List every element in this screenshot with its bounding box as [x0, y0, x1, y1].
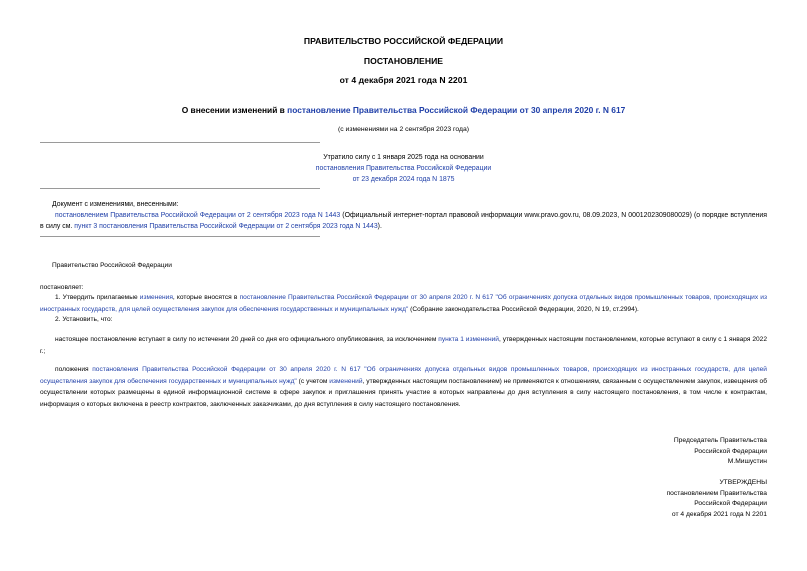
approved-date: от 4 декабря 2021 года N 2201: [671, 510, 767, 518]
p1-text-b: , которые вносятся в: [172, 294, 240, 301]
expired-notice-link-line1[interactable]: постановления Правительства Российской Федерации: [315, 165, 492, 173]
p1-link-decree-617[interactable]: постановление Правительства Российской Федерации от 30 апреля 2020 г. N 617 "Об ограничениях допуска отдельных видов промышленных товаров, происходящих из иностранных государств, для целей осуществления закупок для обеспечения государственных и муниципальных нужд": [40, 294, 767, 313]
divider-middle: [40, 188, 320, 189]
paragraph-2: 2. Установить, что:: [55, 316, 113, 323]
date-number-heading: от 4 декабря 2021 года N 2201: [339, 75, 468, 85]
amendment-source: (Официальный интернет-портал правовой информации www.pravo.gov.ru, 08.09.2023, N 0001202309080029) (о порядке вступления в силу см.: [40, 212, 767, 231]
p3-text-a: настоящее постановление вступает в силу по истечении 20 дней со дня его официального опубликования, за исключением: [55, 336, 439, 343]
p3-link-point1[interactable]: пункта 1 изменений: [438, 336, 499, 343]
approved-label: УТВЕРЖДЕНЫ: [719, 479, 767, 486]
p1-text-a: 1. Утвердить прилагаемые: [55, 294, 140, 301]
approved-by: постановлением Правительства: [666, 489, 767, 497]
paragraph-1: [40, 292, 767, 315]
p4-text-b: (с учетом: [296, 377, 330, 385]
p4-link-decree-617[interactable]: постановления Правительства Российской Федерации от 30 апреля 2020 г. N 617 "Об ограничениях допуска отдельных видов промышленных товаров, происходящих из иностранных государств, для целей осуществления закупок для обеспечения государственных и муниципальных нужд": [40, 366, 767, 385]
divider-bottom: [40, 236, 320, 237]
title-link[interactable]: постановление Правительства Российской Федерации от 30 апреля 2020 г. N 617: [287, 105, 626, 115]
signature-title: Председатель Правительства: [673, 437, 767, 444]
signature-org: Российской Федерации: [694, 447, 767, 455]
amendment-end: ).: [377, 223, 382, 231]
paragraph-3: [40, 334, 767, 357]
title-prefix: О внесении изменений в: [181, 105, 288, 115]
document-title: [0, 105, 807, 115]
expired-notice-link-line2[interactable]: от 23 декабря 2024 года N 1875: [352, 176, 455, 184]
p3-text-b: , утвержденных настоящим постановлением, которые вступают в силу с 1 января 2022 г.;: [40, 336, 767, 355]
document-type-heading: ПОСТАНОВЛЕНИЕ: [363, 56, 444, 66]
paragraph-4: [40, 364, 767, 410]
approved-org: Российской Федерации: [694, 500, 767, 508]
amendments-text: [40, 210, 767, 232]
approved-block: [667, 478, 767, 520]
signature-block: [674, 436, 767, 468]
p4-text-a: положения: [55, 366, 93, 373]
expired-notice-text: Утратило силу с 1 января 2025 года на основании: [323, 154, 484, 161]
divider-top: [40, 142, 320, 143]
p1-text-c: (Собрание законодательства Российской Федерации, 2020, N 19, ст.2994).: [408, 305, 639, 313]
p4-text-c: , утвержденных настоящим постановлением) не применяются к отношениям, связанным с осуществлением закупок, извещения об осуществлении которых размещены в единой информационной системе в сфере закупок и приглашения принять участие в которых направлены до дня вступления в силу настоящего постановления, в том числе к контрактам, информация о которых включена в реестр контрактов, заключенных заказчиками, до дня вступления в силу настоящего постановления.: [40, 377, 767, 408]
expired-notice: [0, 152, 807, 186]
p1-link-changes[interactable]: изменения: [139, 294, 173, 301]
government-heading: ПРАВИТЕЛЬСТВО РОССИЙСКОЙ ФЕДЕРАЦИИ: [303, 36, 504, 46]
government-subject: Правительство Российской Федерации: [52, 262, 172, 269]
decrees-word: постановляет:: [40, 284, 84, 291]
p4-link-changes[interactable]: изменений: [329, 377, 363, 385]
revision-note: (с изменениями на 2 сентября 2023 года): [338, 126, 469, 133]
amendments-intro: Документ с изменениями, внесенными:: [52, 201, 179, 208]
amendment-link-point3[interactable]: пункт 3 постановления Правительства Российской Федерации от 2 сентября 2023 года N 1443: [74, 223, 378, 231]
signature-name: М.Мишустин: [727, 458, 767, 466]
amendment-link-1443[interactable]: постановлением Правительства Российской Федерации от 2 сентября 2023 года N 1443: [55, 212, 341, 219]
